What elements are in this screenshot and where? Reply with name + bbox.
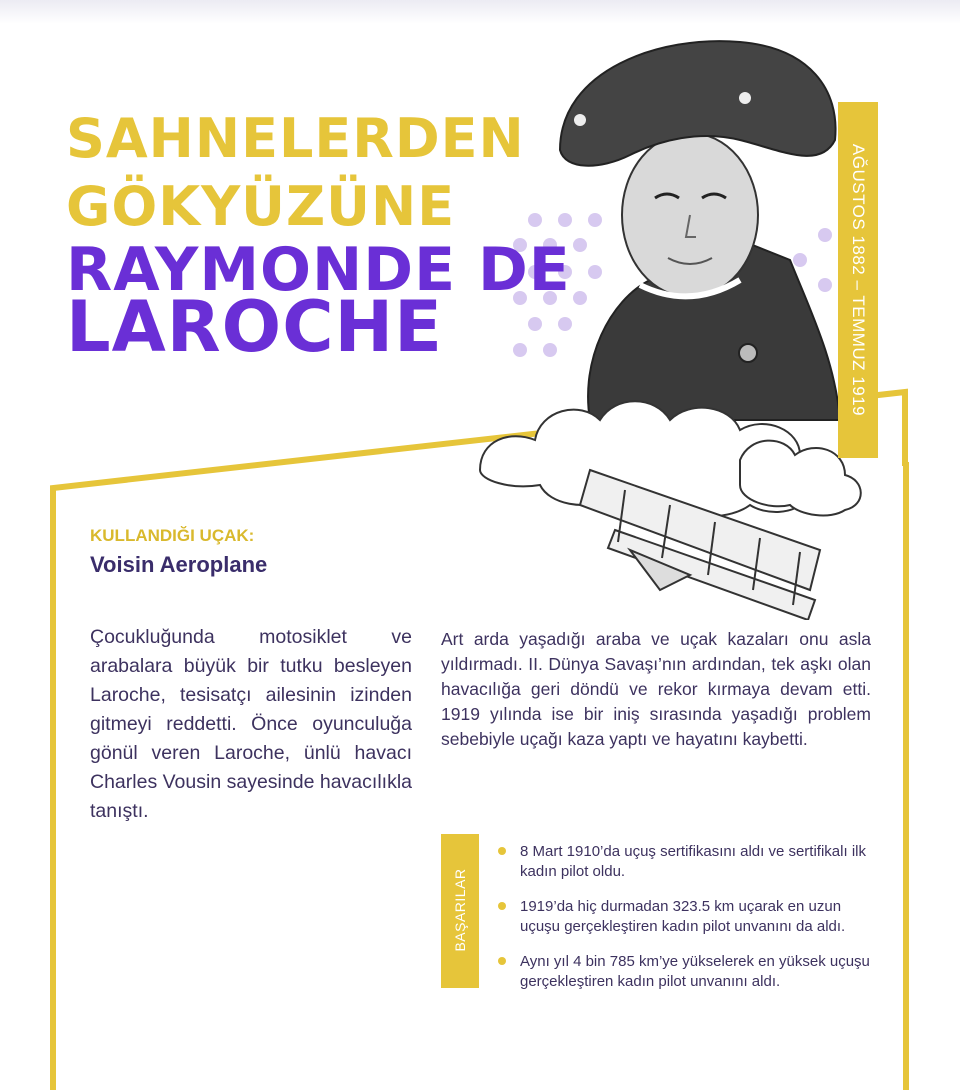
bullet-dot-icon <box>498 957 506 965</box>
bio-right: Art arda yaşadığı araba ve uçak kazaları onu asla yıldırmadı. II. Dünya Savaşı’nın ardından, tek aşkı olan havacılığa geri döndü ve rekor kırmaya devam etti. 1919 yılında ise bir iniş sırasında yaşadığı problem sebebiyle uçağı kaza yaptı ve hayatını kaybetti. <box>441 629 871 749</box>
aircraft-name: Voisin Aeroplane <box>90 552 268 577</box>
dates-label: AĞUSTOS 1882 – TEMMUZ 1919 <box>849 143 868 417</box>
achievements-label: BAŞARILAR <box>452 868 468 952</box>
achievement-item <box>498 897 878 937</box>
title-line-1: SAHNELERDEN <box>66 107 525 170</box>
name-line-1: RAYMONDE DE <box>66 235 571 305</box>
achievement-text: 8 Mart 1910’da uçuş sertifikasını aldı ve sertifikalı ilk kadın pilot oldu. <box>520 843 866 880</box>
bullet-dot-icon <box>498 902 506 910</box>
bio-left: Çocukluğunda motosiklet ve arabalara büyük bir tutku besleyen Laroche, tesisatçı ailesinin izinden gitmeyi reddetti. Önce oyunculuğa gönül veren Laroche, ünlü havacı Charles Vousin sayesinde havacılıkla tanıştı. <box>90 626 412 822</box>
achievement-item <box>498 842 878 882</box>
title-line-2: GÖKYÜZÜNE <box>66 175 456 238</box>
achievement-text: Aynı yıl 4 bin 785 km’ye yükselerek en yüksek uçuşu gerçekleştiren kadın pilot unvanını aldı. <box>520 953 870 990</box>
achievements-list <box>498 842 878 1007</box>
achievement-item <box>498 952 878 992</box>
top-shade <box>0 0 960 24</box>
bullet-dot-icon <box>498 847 506 855</box>
achievement-text: 1919’da hiç durmadan 323.5 km uçarak en uzun uçuşu gerçekleştiren kadın pilot unvanını da aldı. <box>520 898 846 935</box>
name-line-2: LAROCHE <box>66 286 443 368</box>
aircraft-label: KULLANDIĞI UÇAK: <box>90 526 255 545</box>
